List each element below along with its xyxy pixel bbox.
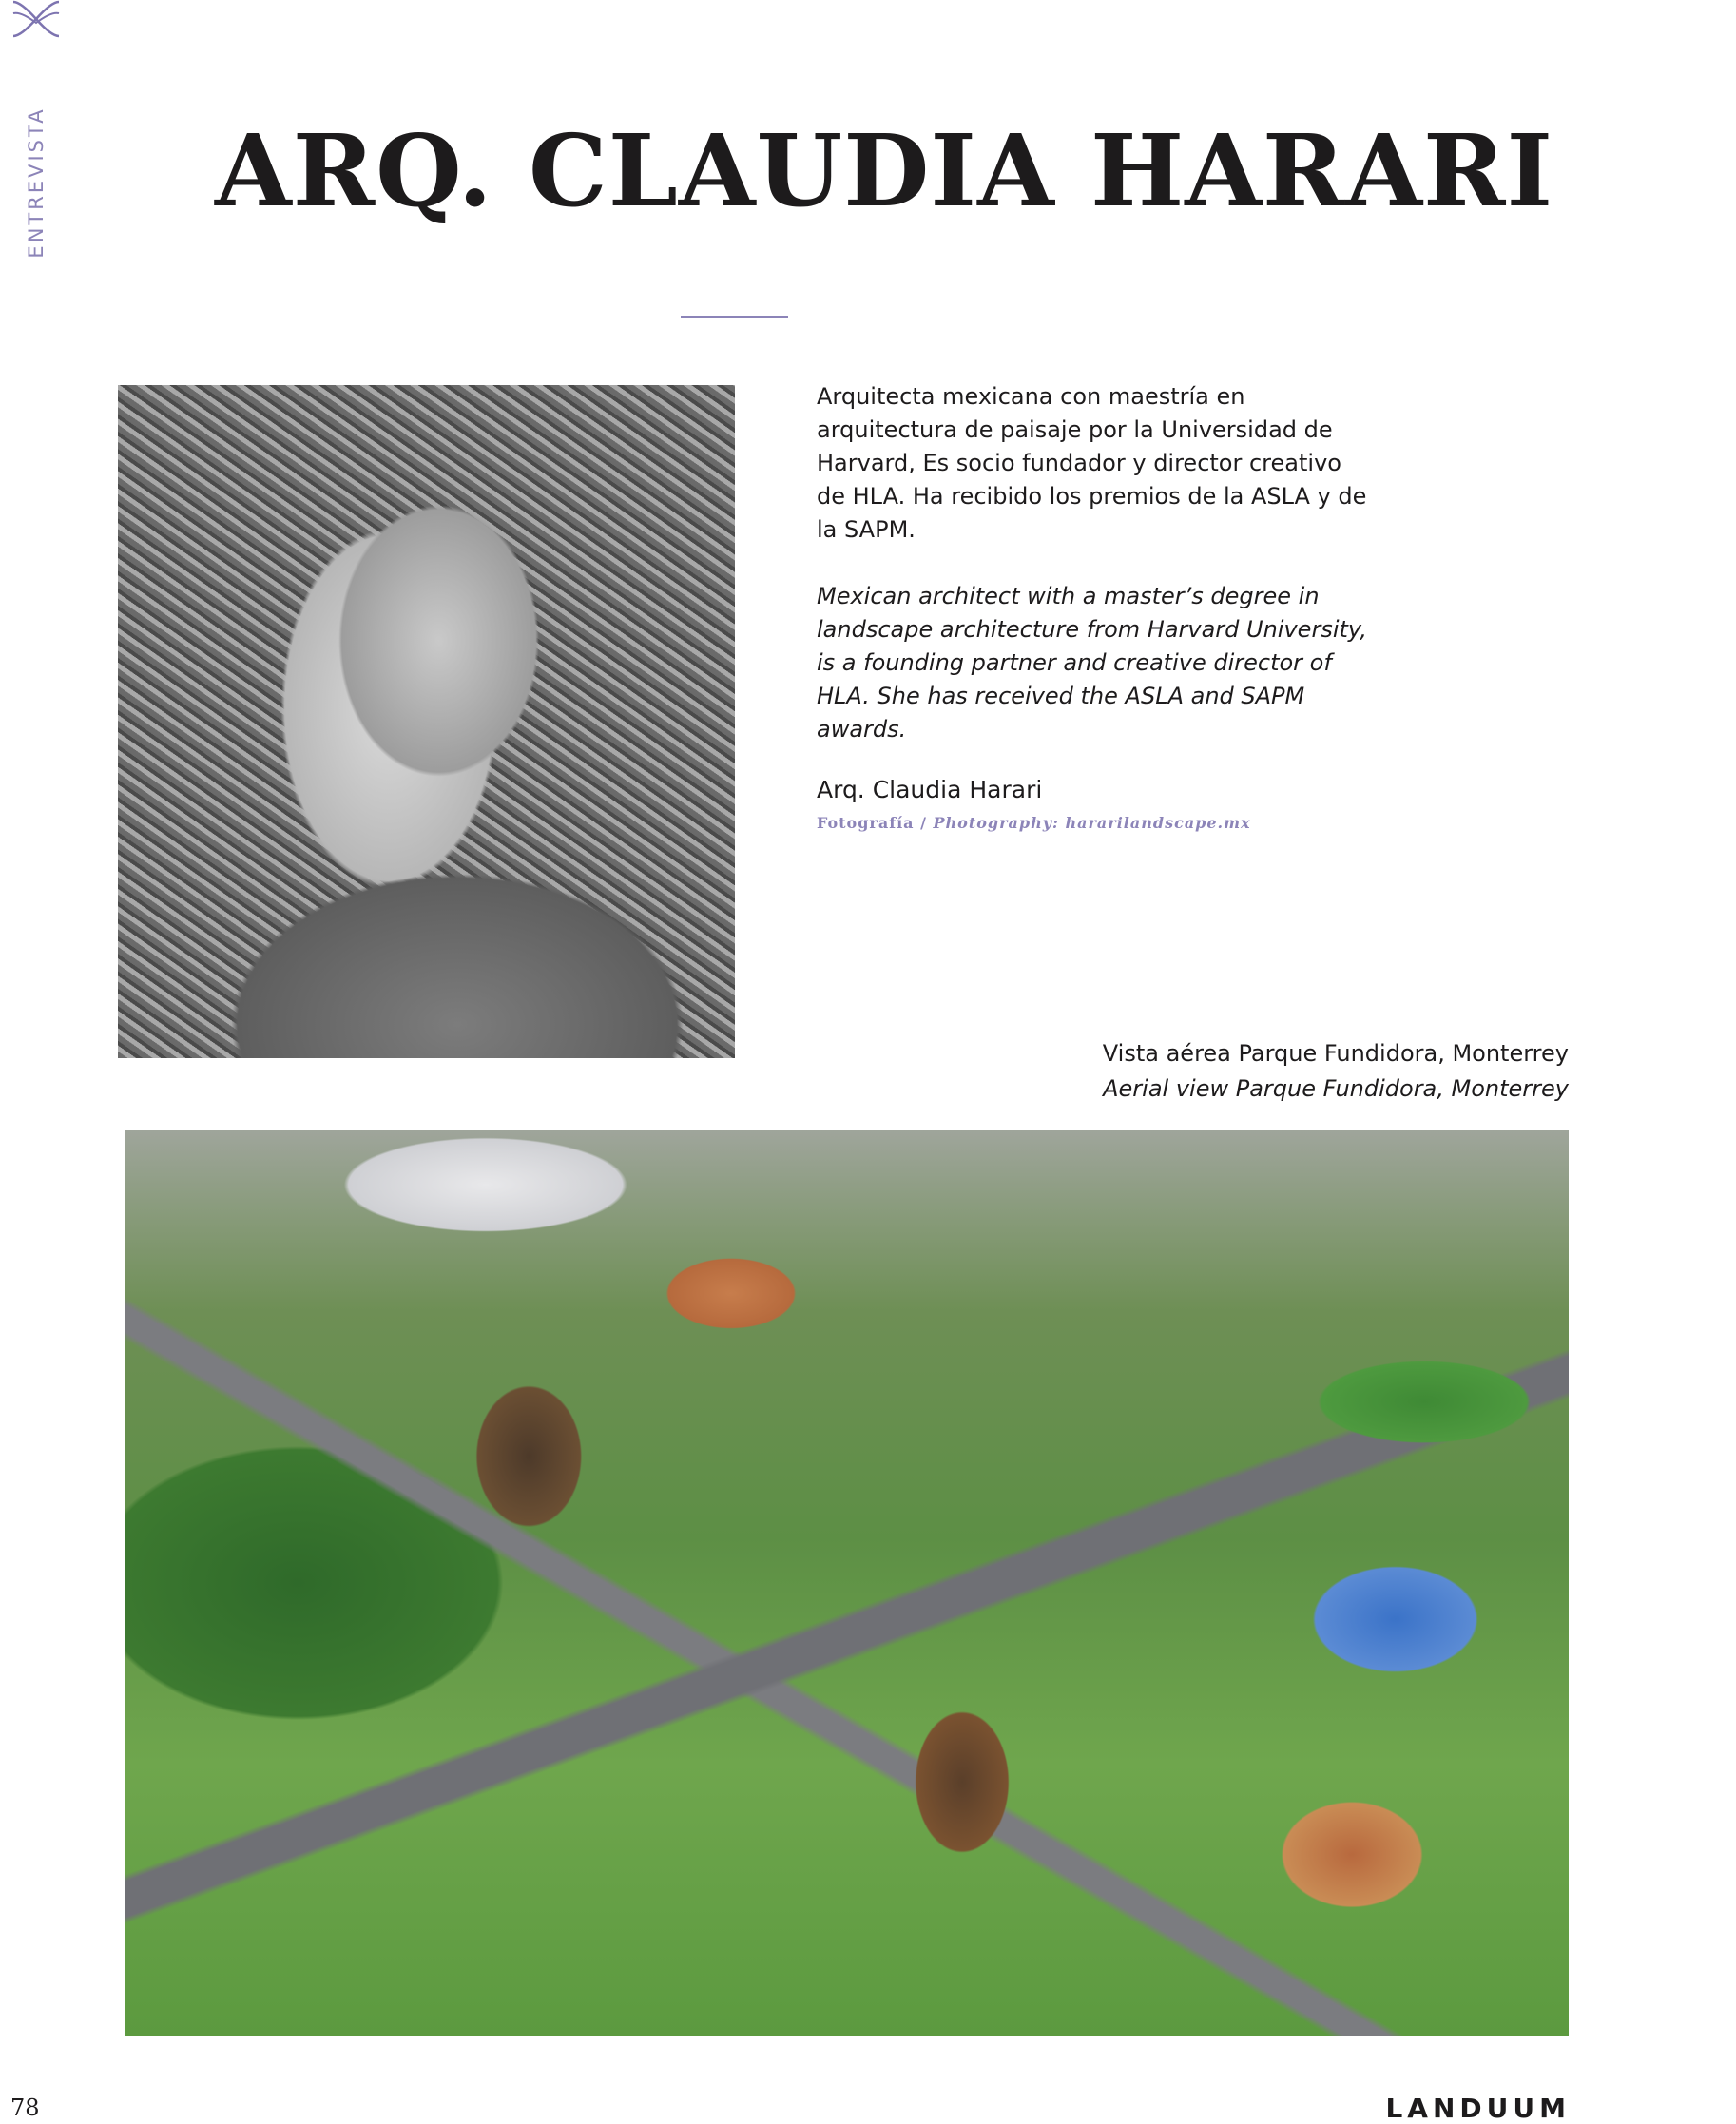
photo-credit-es: Fotografía / — [817, 814, 934, 832]
title-divider — [681, 316, 788, 318]
page-title: ARQ. CLAUDIA HARARI — [215, 112, 1554, 229]
portrait-photo — [118, 385, 735, 1058]
aerial-caption — [1103, 1036, 1569, 1107]
section-label — [17, 98, 55, 267]
photo-credit-en: Photography: hararilandscape.mx — [933, 814, 1251, 832]
aerial-photo-parque-fundidora — [125, 1130, 1569, 2036]
caption-english: Aerial view Parque Fundidora, Monterrey — [1103, 1075, 1569, 1102]
bio-spanish: Arquitecta mexicana con maestría en arquitectura de paisaje por la Universidad de Harvard, Es socio fundador y director creativo de HLA. Ha recibido los premios de la ASLA y de la SAPM. — [817, 383, 1367, 543]
bio-english: Mexican architect with a master’s degree in landscape architecture from Harvard University, is a founding partner and creative director of HLA. She has received the ASLA and SAPM awards. — [817, 583, 1367, 743]
section-label-text: ENTREVISTA — [25, 106, 48, 259]
portrait-name: Arq. Claudia Harari — [817, 776, 1043, 803]
photo-credit — [817, 814, 1251, 832]
magazine-brand: LANDUUM — [1385, 2093, 1571, 2124]
magazine-logo-icon — [10, 0, 63, 40]
bio-text — [817, 380, 1368, 780]
caption-spanish: Vista aérea Parque Fundidora, Monterrey — [1102, 1040, 1569, 1067]
page-number: 78 — [10, 2095, 40, 2121]
